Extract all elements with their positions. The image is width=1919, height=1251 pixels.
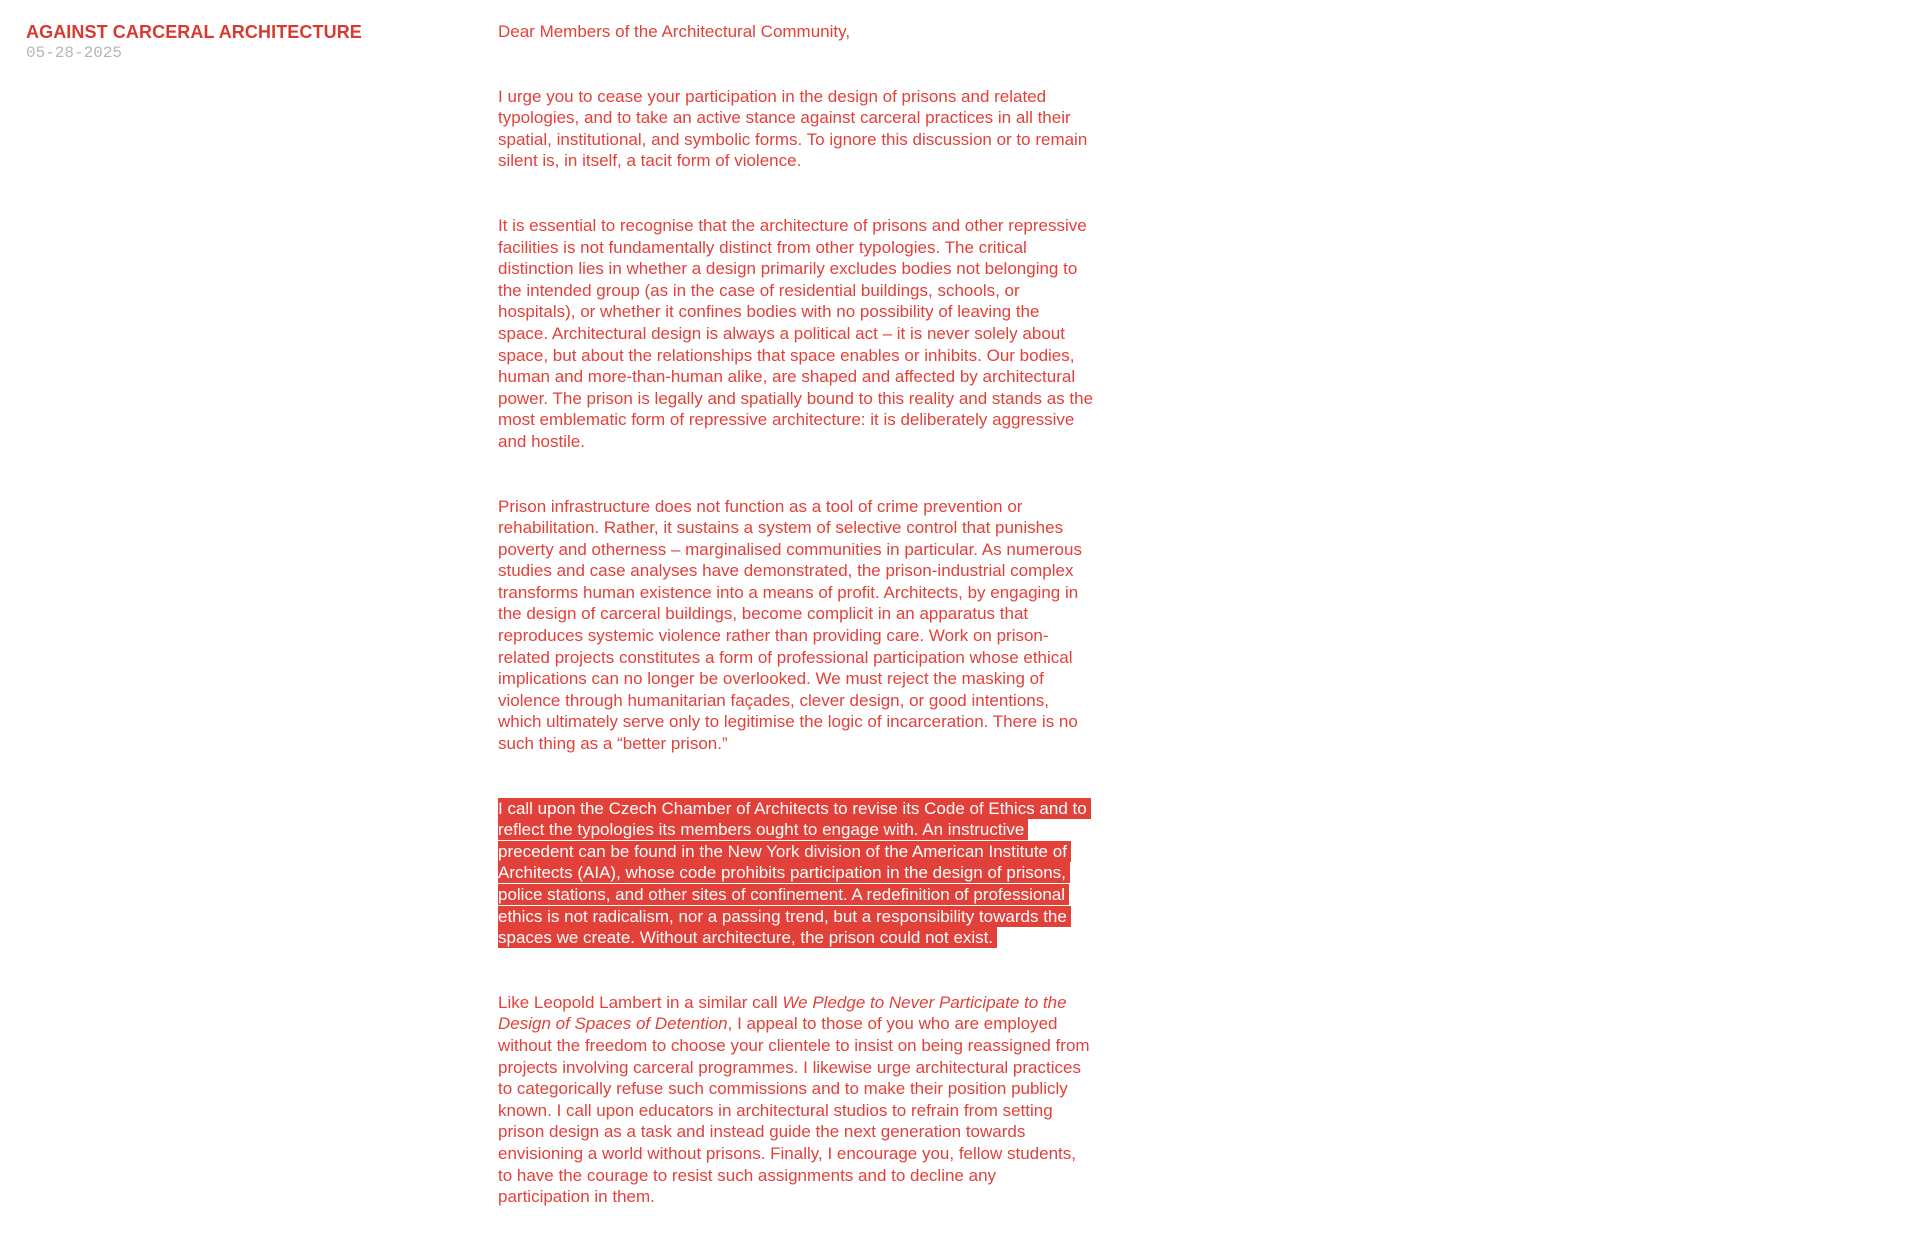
pledge-title: We Pledge to Never Participate to the Design of Spaces of Detention <box>498 992 1067 1034</box>
page-title: AGAINST CARCERAL ARCHITECTURE <box>26 22 362 42</box>
paragraph-3[interactable]: Prison infrastructure does not function as a tool of crime prevention or rehabilitation. Rather, it sustains a system of selective control that punishes poverty and otherness – marginalised communities in particular. As numerous studies and case analyses have demonstrated, the prison-industrial complex transforms human existence into a means of profit. Architects, by engaging in the design of carceral buildings, become complicit in an apparatus that reproduces systemic violence rather than providing care. Work on prison- related projects constitutes a form of professional participation whose ethical implications can no longer be overlooked. We must reject the masking of violence through humanitarian façades, clever design, or good intentions, which ultimately serve only to legitimise the logic of incarceration. There is no such thing as a “better prison.” <box>498 496 1082 754</box>
paragraph-5[interactable] <box>498 992 1118 1208</box>
salutation: Dear Members of the Architectural Community, <box>498 22 851 41</box>
paragraph-2[interactable]: It is essential to recognise that the architecture of prisons and other repressive facilities is not fundamentally distinct from other typologies. The critical distinction lies in whether a design primarily excludes bodies not belonging to the intended group (as in the case of residential buildings, schools, or hospitals), or whether it confines bodies with no possibility of leaving the space. Architectural design is always a political act – it is never solely about space, but about the relationships that space enables or inhibits. Our bodies, human and more-than-human alike, are shaped and affected by architectural power. The prison is legally and spatially bound to this reality and stands as the most emblematic form of repressive architecture: it is deliberately aggressive and hostile. <box>498 215 1094 451</box>
selected-text-highlight[interactable]: I call upon the Czech Chamber of Architects to revise its Code of Ethics and to reflect the typologies its members ought to engage with. An instructive precedent can be found in the New York division of the American Institute of Architects (AIA), whose code prohibits participation in the design of prisons, police stations, and other sites of confinement. A redefinition of professional ethics is not radicalism, nor a passing trend, but a responsibility towards the spaces we create. Without architecture, the prison could not exist. <box>498 798 1091 949</box>
publication-date: 05-28-2025 <box>26 44 123 62</box>
letter-header <box>26 21 362 63</box>
paragraph-4-selected[interactable] <box>498 798 1118 949</box>
paragraph-5-intro: Like Leopold Lambert in a similar call <box>498 992 783 1012</box>
paragraph-5-rest: , I appeal to those of you who are employed without the freedom to choose your clientele to insist on being reassigned from projects involving carceral programmes. I likewise urge architectural practices to categorically refuse such commissions and to make their position publicly known. I call upon educators in architectural studios to refrain from setting prison design as a task and instead guide the next generation towards envisioning a world without prisons. Finally, I encourage you, fellow students, to have the courage to resist such assignments and to decline any participation in them. <box>498 1014 1090 1207</box>
paragraph-1[interactable]: I urge you to cease your participation in the design of prisons and related typologies, and to take an active stance against carceral practices in all their spatial, institutional, and symbolic forms. To ignore this discussion or to remain silent is, in itself, a tacit form of violence. <box>498 86 1088 171</box>
open-letter-body <box>498 21 1118 1251</box>
